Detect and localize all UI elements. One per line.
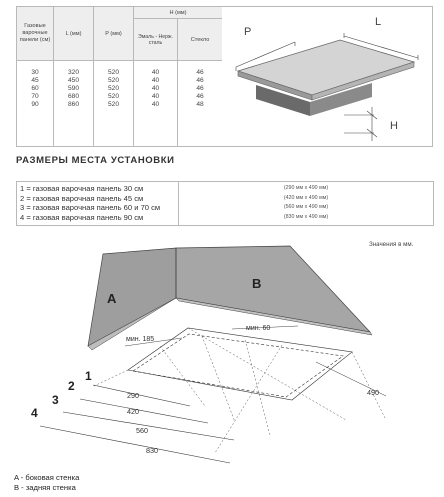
- section-title: РАЗМЕРЫ МЕСТА УСТАНОВКИ: [16, 155, 175, 166]
- installation-diagram: [0, 230, 444, 470]
- panel-name: 2 = газовая варочная панель 45 см: [20, 193, 144, 203]
- panel-size: (560 мм x 490 мм): [283, 204, 329, 211]
- installation-svg: [0, 230, 444, 470]
- panel-size: (290 мм x 490 мм): [283, 185, 329, 191]
- l-label: L: [375, 16, 382, 28]
- marker-4: 4: [31, 406, 38, 420]
- header-glass: Стекло: [178, 19, 223, 61]
- panel-name: 1 = газовая варочная панель 30 см: [20, 184, 144, 193]
- wall-a-label: A: [107, 291, 117, 306]
- width-label-2: 420: [127, 407, 139, 416]
- width-label-3: 560: [136, 426, 148, 435]
- marker-1: 1: [85, 369, 92, 383]
- col-length: 320 450 590 680 860: [54, 61, 94, 147]
- width-label-1: 290: [127, 391, 139, 400]
- header-depth: P (мм): [94, 7, 134, 61]
- panel-size: (830 мм x 490 мм): [283, 213, 329, 220]
- col-panel: 30 45 60 70 90: [17, 61, 54, 147]
- values-note: Значения в мм.: [369, 241, 414, 248]
- legend-side-wall: A - боковая стенка: [14, 473, 80, 482]
- min-side-label: мин. 185: [126, 336, 155, 343]
- panel-size: (420 мм x 490 мм): [283, 194, 329, 201]
- panel-sizes-table: [16, 181, 434, 226]
- width-label-4: 830: [146, 446, 158, 455]
- dimensions-table: [16, 6, 223, 147]
- marker-3: 3: [52, 393, 59, 407]
- marker-2: 2: [68, 379, 75, 393]
- h-label: H: [390, 120, 398, 132]
- header-enamel: Эмаль - Нерж. сталь: [134, 19, 178, 61]
- side-wall: [88, 248, 176, 346]
- panel-name: 3 = газовая варочная панель 60 и 70 см: [20, 203, 161, 213]
- hob-illustration: [222, 7, 433, 148]
- legend-back-wall: B - задняя стенка: [14, 483, 76, 492]
- p-label: P: [244, 26, 252, 38]
- back-wall: [176, 246, 370, 332]
- panel-names-cell: [17, 182, 179, 226]
- header-height: H (мм): [134, 7, 223, 19]
- min-back-label: мин. 60: [246, 325, 271, 332]
- header-length: L (мм): [54, 7, 94, 61]
- hob-dimensions-diagram: [222, 6, 433, 147]
- col-depth: 520 520 520 520 520: [94, 61, 134, 147]
- wall-b-label: B: [252, 276, 262, 291]
- panel-sizes-cell: [179, 182, 434, 226]
- wall-legend: [14, 473, 79, 493]
- header-panel: Газовые варочные панели (см): [17, 7, 54, 61]
- cutout-outlines: [128, 328, 352, 400]
- panel-name: 4 = газовая варочная панель 90 см: [20, 212, 144, 222]
- col-enamel: 40 40 40 40 40: [134, 61, 178, 147]
- depth-label: 490: [367, 388, 379, 397]
- col-glass: 46 46 46 46 48: [178, 61, 223, 147]
